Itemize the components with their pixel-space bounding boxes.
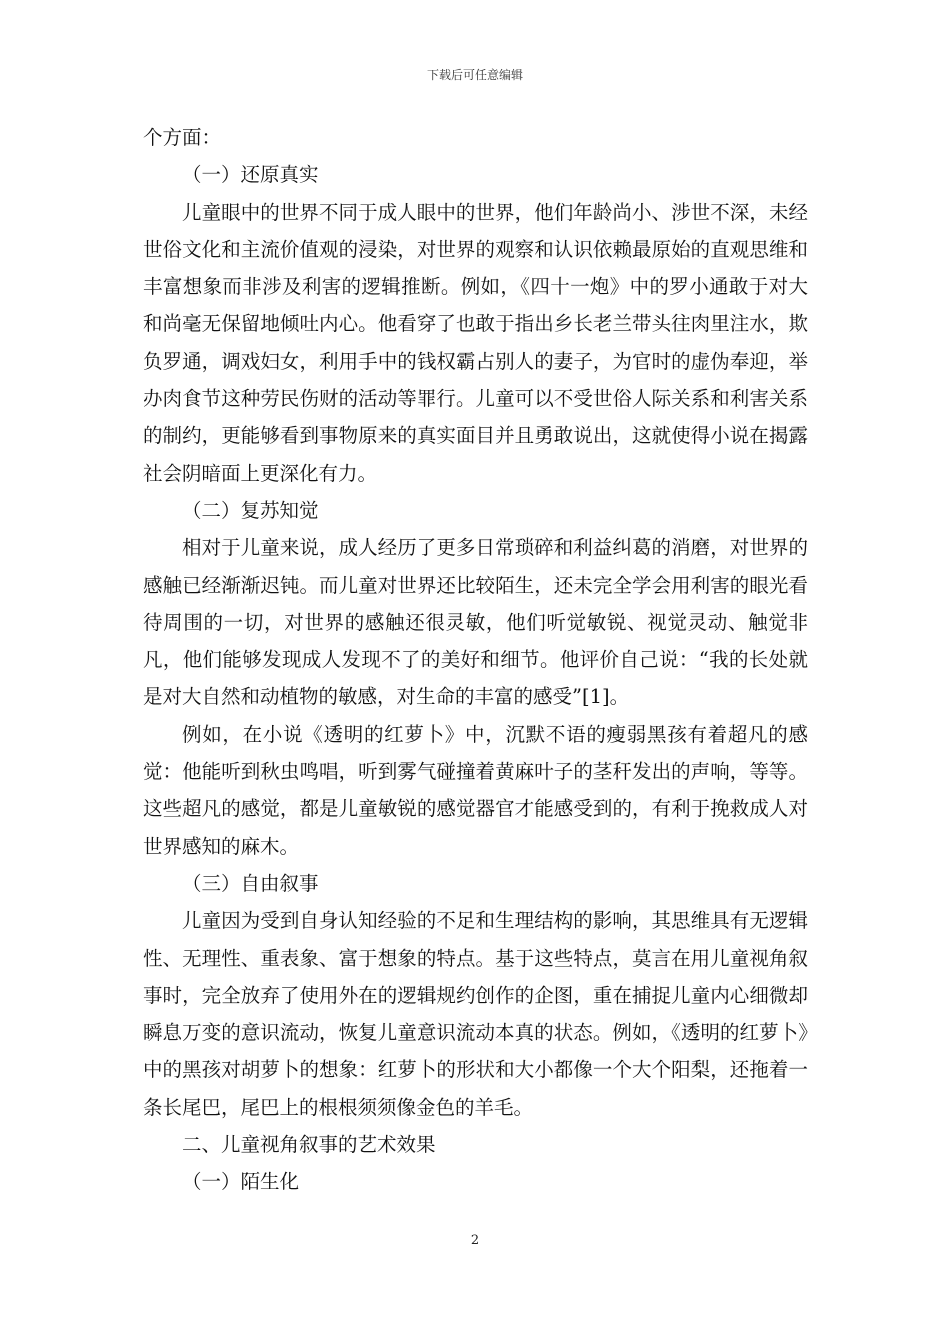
page-header: 下载后可任意编辑 xyxy=(426,68,523,82)
chapter-heading: 二、儿童视角叙事的艺术效果 xyxy=(182,1133,436,1157)
paragraph: 例如，在小说《透明的红萝卜》中，沉默不语的瘦弱黑孩有着超凡的感觉：他能听到秋虫鸣唱，听到雾气碰撞着黄麻叶子的茎秆发出的声响，等等。这些超凡的感觉，都是儿童敏锐的感觉器官才能感受到的，有利于挽救成人对世界感知的麻木。 xyxy=(143,722,808,858)
document-body xyxy=(143,119,808,1201)
section-heading-2: （二）复苏知觉 xyxy=(182,498,319,522)
section-heading-4: （一）陌生化 xyxy=(182,1170,300,1194)
paragraph: 儿童眼中的世界不同于成人眼中的世界，他们年龄尚小、涉世不深，未经世俗文化和主流价值观的浸染，对世界的观察和认识依赖最原始的直观思维和丰富想象而非涉及利害的逻辑推断。例如，《四十一炮》中的罗小通敢于对大和尚毫无保留地倾吐内心。他看穿了也敢于指出乡长老兰带头往肉里注水，欺负罗通，调戏妇女，利用手中的钱权霸占别人的妻子，为官时的虚伪奉迎，举办肉食节这种劳民伤财的活动等罪行。儿童可以不受世俗人际关系和利害关系的制约，更能够看到事物原来的真实面目并且勇敢说出，这就使得小说在揭露社会阴暗面上更深化有力。 xyxy=(143,200,808,485)
paragraph: 相对于儿童来说，成人经历了更多日常琐碎和利益纠葛的消磨，对世界的感触已经渐渐迟钝。而儿童对世界还比较陌生，还未完全学会用利害的眼光看待周围的一切，对世界的感触还很灵敏，他们听觉敏锐、视觉灵动、触觉非凡，他们能够发现成人发现不了的美好和细节。他评价自己说：“我的长处就是对大自然和动植物的敏感，对生命的丰富的感受”[1]。 xyxy=(143,536,808,709)
page-number: 2 xyxy=(470,1233,480,1248)
section-heading-1: （一）还原真实 xyxy=(182,163,319,187)
paragraph-continuation: 个方面： xyxy=(143,126,222,149)
paragraph: 儿童因为受到自身认知经验的不足和生理结构的影响，其思维具有无逻辑性、无理性、重表象、富于想象的特点。基于这些特点，莫言在用儿童视角叙事时，完全放弃了使用外在的逻辑规约创作的企图，重在捕捉儿童内心细微却瞬息万变的意识流动，恢复儿童意识流动本真的状态。例如，《透明的红萝卜》中的黑孩对胡萝卜的想象：红萝卜的形状和大小都像一个大个阳梨，还拖着一条长尾巴，尾巴上的根根须须像金色的羊毛。 xyxy=(143,909,808,1119)
section-heading-3: （三）自由叙事 xyxy=(182,871,319,895)
